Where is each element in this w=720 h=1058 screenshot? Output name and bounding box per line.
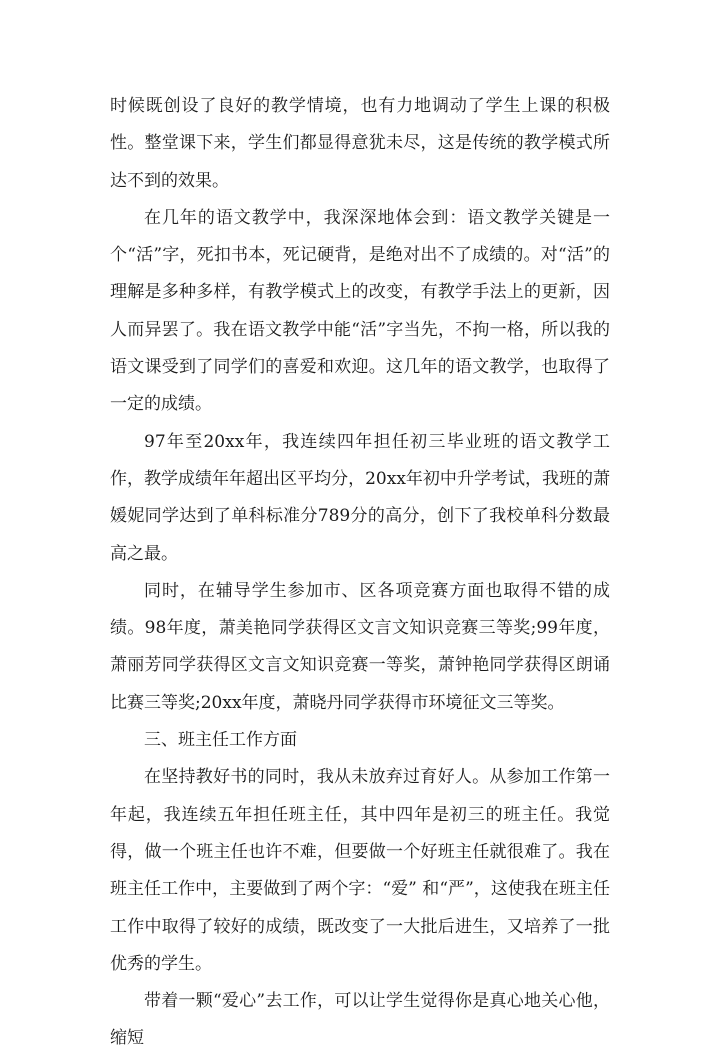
paragraph-continued: 时候既创设了良好的教学情境，也有力地调动了学生上课的积极性。整堂课下来，学生们都显得意犹未尽，这是传统的教学模式所达不到的效果。 — [110, 96, 610, 191]
section-heading: 三、班主任工作方面 — [144, 730, 297, 751]
paragraph-class-teacher-work: 在坚持教好书的同时，我从未放弃过育好人。从参加工作第一年起，我连续五年担任班主任，其中四年是初三的班主任。我觉得，做一个班主任也许不难，但要做一个好班主任就很难了。我在班主任工作中，主要做到了两个字：“爱” 和“严”，这使我在班主任工作中取得了较好的成绩，既改变了一大批后进生，又培养了一批优秀的学生。 — [110, 767, 610, 974]
paragraph-competition-results: 同时，在辅导学生参加市、区各项竞赛方面也取得不错的成绩。98年度，萧美艳同学获得区文言文知识竞赛三等奖;99年度，萧丽芳同学获得区文言文知识竞赛一等奖，萧钟艳同学获得区朗诵比赛三等奖;20xx年度，萧晓丹同学获得市环境征文三等奖。 — [110, 580, 610, 713]
paragraph-love-heart: 带着一颗“爱心”去工作，可以让学生觉得你是真心地关心他，缩短 — [110, 991, 610, 1049]
paragraph-teaching-experience: 在几年的语文教学中，我深深地体会到：语文教学关键是一个“活”字，死扣书本，死记硬背，是绝对出不了成绩的。对“活”的理解是多种多样，有教学模式上的改变，有教学手法上的更新，因人而异罢了。我在语文教学中能“活”字当先，不拘一格，所以我的语文课受到了同学们的喜爱和欢迎。这几年的语文教学，也取得了一定的成绩。 — [110, 207, 610, 415]
document-body — [110, 88, 610, 1058]
paragraph-teaching-results: 97年至20xx年，我连续四年担任初三毕业班的语文教学工作，教学成绩年年超出区平均分，20xx年初中升学考试，我班的萧媛妮同学达到了单科标准分789分的高分，创下了我校单科分数最高之最。 — [110, 431, 610, 564]
